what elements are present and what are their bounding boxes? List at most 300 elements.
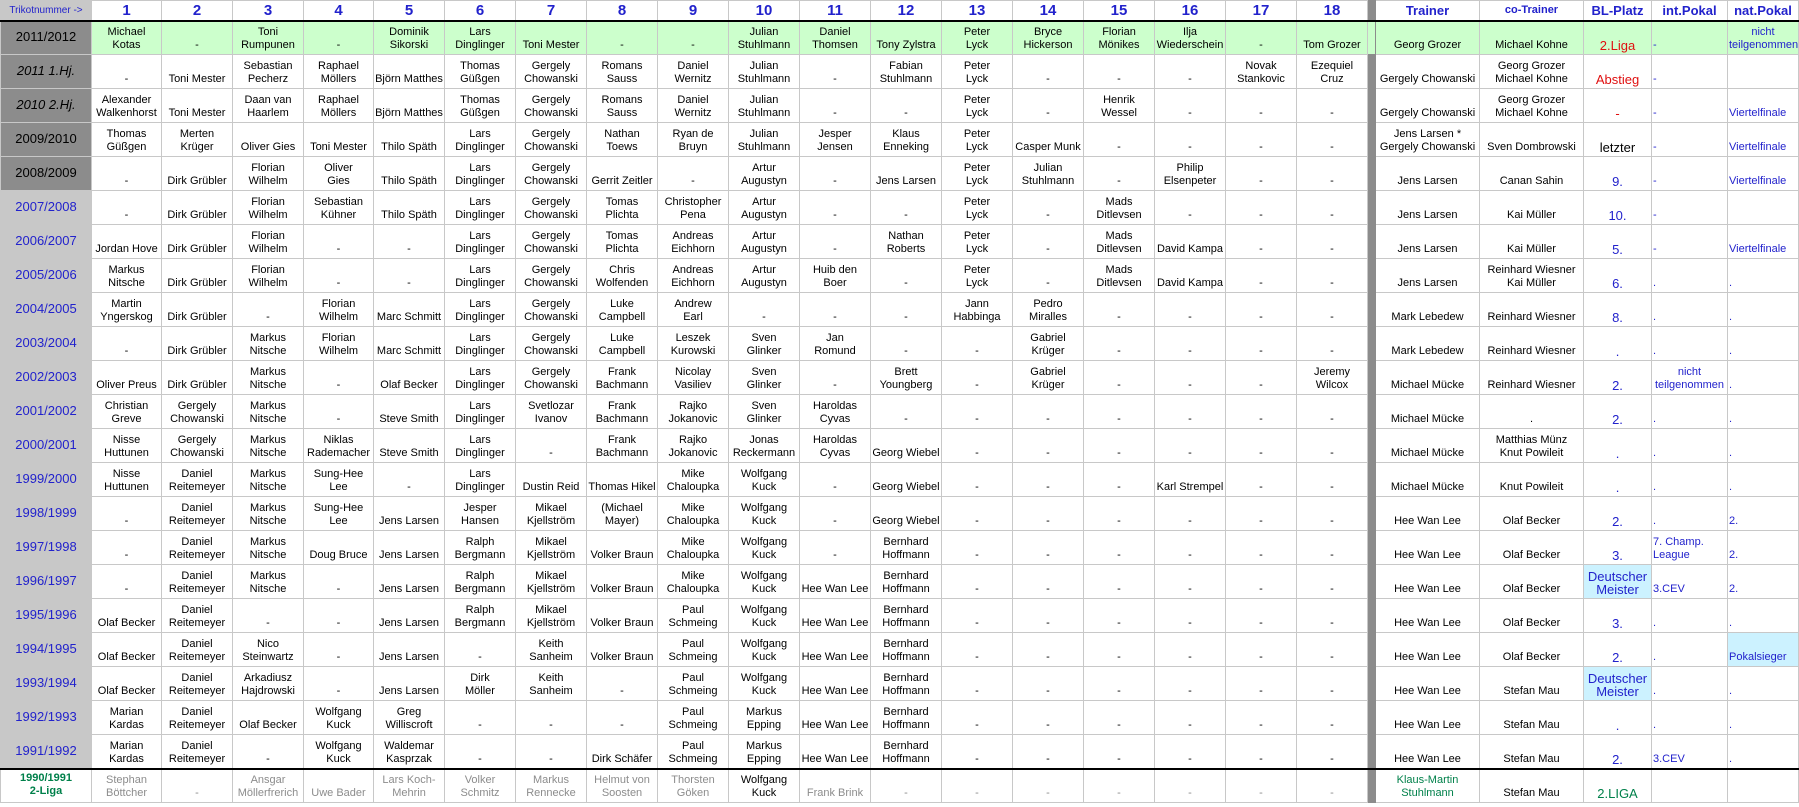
player-cell: Daniel Reitemeyer	[162, 735, 233, 769]
player-cell: -	[1226, 599, 1297, 633]
trainer-cell: Hee Wan Lee	[1376, 701, 1480, 735]
player-cell: Toni Mester	[516, 21, 587, 55]
player-cell: Tom Grozer	[1297, 21, 1368, 55]
player-cell: Markus Rennecke	[516, 769, 587, 803]
player-cell: -	[1013, 565, 1084, 599]
player-cell: Nico Steinwartz	[233, 633, 304, 667]
player-cell: -	[304, 599, 374, 633]
player-cell: -	[374, 463, 445, 497]
int-pokal-cell: -	[1652, 55, 1728, 89]
cotrainer-cell: .	[1480, 395, 1584, 429]
player-cell: -	[800, 225, 871, 259]
trainer-cell: Hee Wan Lee	[1376, 531, 1480, 565]
player-cell: Luke Campbell	[587, 293, 658, 327]
player-cell: Gergely Chowanski	[162, 395, 233, 429]
bl-platz-cell: 2.	[1584, 633, 1652, 667]
player-cell: Peter Lyck	[942, 21, 1013, 55]
player-cell: -	[1297, 599, 1368, 633]
player-cell: -	[1297, 429, 1368, 463]
player-cell: Florian Wilhelm	[233, 225, 304, 259]
trainer-cell: Jens Larsen	[1376, 157, 1480, 191]
player-cell: Casper Munk	[1013, 123, 1084, 157]
bl-platz-cell: 2.	[1584, 735, 1652, 769]
player-cell: -	[1084, 157, 1155, 191]
player-cell: Gabriel Krüger	[1013, 361, 1084, 395]
player-cell: Markus Nitsche	[233, 565, 304, 599]
player-cell: Oliver Preus	[92, 361, 162, 395]
player-cell: Markus Nitsche	[233, 531, 304, 565]
player-cell: Wolfgang Kuck	[729, 667, 800, 701]
int-pokal-cell: -	[1652, 157, 1728, 191]
column-divider	[1368, 55, 1376, 89]
player-cell: Bernhard Hoffmann	[871, 633, 942, 667]
trainer-cell: Michael Mücke	[1376, 463, 1480, 497]
player-cell: Henrik Wessel	[1084, 89, 1155, 123]
player-cell: -	[92, 327, 162, 361]
season-cell: 1992/1993	[1, 701, 92, 735]
player-cell: -	[1226, 735, 1297, 769]
column-divider	[1368, 123, 1376, 157]
player-cell: Daniel Reitemeyer	[162, 633, 233, 667]
season-cell: 2009/2010	[1, 123, 92, 157]
cotrainer-cell: Kai Müller	[1480, 191, 1584, 225]
cotrainer-cell: Reinhard Wiesner	[1480, 361, 1584, 395]
player-cell: -	[1084, 497, 1155, 531]
player-cell: Gergely Chowanski	[516, 191, 587, 225]
bl-platz-cell: 2.LIGA	[1584, 769, 1652, 803]
player-cell: Dirk Grübler	[162, 191, 233, 225]
player-cell: Sung-Hee Lee	[304, 497, 374, 531]
player-cell: -	[1297, 225, 1368, 259]
player-cell: Romans Sauss	[587, 89, 658, 123]
player-cell: Lars Dinglinger	[445, 361, 516, 395]
int-pokal-cell: .	[1652, 395, 1728, 429]
bl-platz-cell: -	[1584, 89, 1652, 123]
cotrainer-cell: Knut Powileit	[1480, 463, 1584, 497]
bl-platz-cell: letzter	[1584, 123, 1652, 157]
bl-platz-cell: 9.	[1584, 157, 1652, 191]
player-cell: -	[1297, 89, 1368, 123]
player-cell: Dirk Grübler	[162, 225, 233, 259]
player-cell: Markus Epping	[729, 735, 800, 769]
bl-platz-cell: Deutscher Meister	[1584, 565, 1652, 599]
player-cell: Jan Romund	[800, 327, 871, 361]
player-cell: Artur Augustyn	[729, 157, 800, 191]
player-cell: Markus Nitsche	[233, 361, 304, 395]
player-cell: -	[942, 599, 1013, 633]
trainer-cell: Jens Larsen	[1376, 225, 1480, 259]
table-row	[1, 497, 1799, 531]
player-cell: Wolfgang Kuck	[729, 599, 800, 633]
player-cell: -	[516, 735, 587, 769]
cotrainer-cell: Georg Grozer Michael Kohne	[1480, 89, 1584, 123]
player-cell: Haroldas Cyvas	[800, 395, 871, 429]
cotrainer-cell: Kai Müller	[1480, 225, 1584, 259]
player-cell: Nisse Huttunen	[92, 463, 162, 497]
trainer-cell: Hee Wan Lee	[1376, 667, 1480, 701]
player-cell: Paul Schmeing	[658, 633, 729, 667]
player-cell: -	[1226, 395, 1297, 429]
column-divider	[1368, 89, 1376, 123]
season-cell: 1998/1999	[1, 497, 92, 531]
player-cell: Paul Schmeing	[658, 701, 729, 735]
player-cell: Jens Larsen	[871, 157, 942, 191]
player-cell: Andrew Earl	[658, 293, 729, 327]
player-cell: -	[1013, 667, 1084, 701]
player-cell: Julian Stuhlmann	[729, 123, 800, 157]
player-cell: -	[304, 225, 374, 259]
player-cell: Daniel Reitemeyer	[162, 565, 233, 599]
player-cell: Gergely Chowanski	[516, 55, 587, 89]
player-cell: Uwe Bader	[304, 769, 374, 803]
player-cell: Peter Lyck	[942, 225, 1013, 259]
player-cell: -	[1226, 89, 1297, 123]
player-cell: Volker Braun	[587, 531, 658, 565]
player-cell: Ilja Wiederschein	[1155, 21, 1226, 55]
player-cell: Gergely Chowanski	[516, 225, 587, 259]
table-row	[1, 191, 1799, 225]
player-cell: Daniel Reitemeyer	[162, 667, 233, 701]
player-cell: -	[800, 55, 871, 89]
player-cell: -	[1226, 531, 1297, 565]
header-row	[1, 1, 1799, 21]
nat-pokal-cell: .	[1728, 259, 1799, 293]
player-cell: -	[233, 599, 304, 633]
player-cell: Mikael Kjellström	[516, 565, 587, 599]
player-cell: -	[587, 21, 658, 55]
column-divider	[1368, 667, 1376, 701]
player-cell: -	[1155, 429, 1226, 463]
player-cell: -	[942, 361, 1013, 395]
player-cell: -	[1155, 123, 1226, 157]
trainer-cell: Hee Wan Lee	[1376, 497, 1480, 531]
player-cell: Rajko Jokanovic	[658, 395, 729, 429]
player-cell: -	[516, 429, 587, 463]
player-cell: Mads Ditlevsen	[1084, 191, 1155, 225]
player-cell: Hee Wan Lee	[800, 565, 871, 599]
player-cell: Merten Krüger	[162, 123, 233, 157]
player-cell: Lars Dinglinger	[445, 395, 516, 429]
player-cell: -	[1226, 293, 1297, 327]
player-cell: Tomas Plichta	[587, 225, 658, 259]
player-cell: -	[162, 769, 233, 803]
player-cell: Ansgar Möllerfrerich	[233, 769, 304, 803]
cotrainer-cell: Reinhard Wiesner	[1480, 293, 1584, 327]
player-cell: -	[92, 157, 162, 191]
player-cell: -	[1297, 463, 1368, 497]
player-cell: Keith Sanheim	[516, 633, 587, 667]
nat-pokal-cell: 2.	[1728, 565, 1799, 599]
player-cell: Thomas Güßgen	[92, 123, 162, 157]
player-cell: Peter Lyck	[942, 259, 1013, 293]
player-cell: Jens Larsen	[374, 667, 445, 701]
player-cell: -	[1013, 599, 1084, 633]
player-cell: -	[942, 735, 1013, 769]
player-cell: Oliver Gies	[304, 157, 374, 191]
player-cell: -	[1084, 327, 1155, 361]
player-cell: Helmut von Soosten	[587, 769, 658, 803]
player-cell: Karl Strempel	[1155, 463, 1226, 497]
cotrainer-cell: Stefan Mau	[1480, 735, 1584, 769]
season-cell: 1990/1991 2-Liga	[1, 769, 92, 803]
column-divider	[1368, 259, 1376, 293]
int-pokal-cell: 3.CEV	[1652, 565, 1728, 599]
player-cell: Bernhard Hoffmann	[871, 565, 942, 599]
player-cell: Mikael Kjellström	[516, 497, 587, 531]
trainer-cell: Jens Larsen	[1376, 259, 1480, 293]
player-cell: -	[1013, 429, 1084, 463]
player-cell: Haroldas Cyvas	[800, 429, 871, 463]
bl-platz-cell: .	[1584, 463, 1652, 497]
player-cell: -	[1084, 361, 1155, 395]
player-cell: Volker Braun	[587, 565, 658, 599]
player-cell: -	[942, 395, 1013, 429]
nat-pokal-cell: .	[1728, 463, 1799, 497]
table-row	[1, 429, 1799, 463]
player-cell: Bernhard Hoffmann	[871, 599, 942, 633]
player-cell: Huib den Boer	[800, 259, 871, 293]
player-cell: Gergely Chowanski	[516, 293, 587, 327]
player-cell: -	[1013, 497, 1084, 531]
trainer-cell: Mark Lebedew	[1376, 293, 1480, 327]
player-cell: Paul Schmeing	[658, 667, 729, 701]
player-cell: Klaus Enneking	[871, 123, 942, 157]
trainer-cell: Michael Mücke	[1376, 395, 1480, 429]
player-cell: -	[1155, 293, 1226, 327]
player-cell: Georg Wiebel	[871, 429, 942, 463]
player-cell: Daniel Wernitz	[658, 55, 729, 89]
player-cell: Dirk Grübler	[162, 361, 233, 395]
player-cell: -	[1155, 191, 1226, 225]
player-cell: Frank Bachmann	[587, 395, 658, 429]
player-cell: Thilo Späth	[374, 157, 445, 191]
player-cell: David Kampa	[1155, 225, 1226, 259]
int-pokal-cell: -	[1652, 123, 1728, 157]
player-cell: Frank Bachmann	[587, 361, 658, 395]
player-cell: Ralph Bergmann	[445, 599, 516, 633]
player-cell: Jens Larsen	[374, 565, 445, 599]
player-cell: -	[871, 769, 942, 803]
header-int-pokal: int.Pokal	[1652, 1, 1728, 21]
trainer-cell: Michael Mücke	[1376, 429, 1480, 463]
player-cell: -	[1226, 327, 1297, 361]
player-cell: Volker Schmitz	[445, 769, 516, 803]
season-cell: 2007/2008	[1, 191, 92, 225]
player-cell: -	[1084, 531, 1155, 565]
player-cell: Dirk Grübler	[162, 293, 233, 327]
player-cell: Marc Schmitt	[374, 327, 445, 361]
column-divider	[1368, 531, 1376, 565]
player-cell: Peter Lyck	[942, 157, 1013, 191]
player-cell: Mads Ditlevsen	[1084, 259, 1155, 293]
season-cell: 2003/2004	[1, 327, 92, 361]
player-cell: Wolfgang Kuck	[304, 701, 374, 735]
player-cell: -	[1226, 123, 1297, 157]
bl-platz-cell: .	[1584, 327, 1652, 361]
player-cell: Lars Dinglinger	[445, 327, 516, 361]
player-cell: -	[942, 429, 1013, 463]
season-cell: 1997/1998	[1, 531, 92, 565]
header-number-6: 6	[445, 1, 516, 21]
season-cell: 2004/2005	[1, 293, 92, 327]
player-cell: Markus Nitsche	[233, 497, 304, 531]
int-pokal-cell: .	[1652, 633, 1728, 667]
season-cell: 1994/1995	[1, 633, 92, 667]
bl-platz-cell: 2.	[1584, 395, 1652, 429]
player-cell: -	[871, 293, 942, 327]
player-cell: -	[942, 667, 1013, 701]
player-cell: Florian Wilhelm	[233, 191, 304, 225]
player-cell: Olaf Becker	[92, 599, 162, 633]
bl-platz-cell: 2.	[1584, 497, 1652, 531]
nat-pokal-cell: Viertelfinale	[1728, 157, 1799, 191]
player-cell: Björn Matthes	[374, 89, 445, 123]
bl-platz-cell: .	[1584, 701, 1652, 735]
player-cell: -	[445, 735, 516, 769]
column-divider	[1368, 463, 1376, 497]
table-row	[1, 157, 1799, 191]
player-cell: Daniel Reitemeyer	[162, 463, 233, 497]
header-number-18: 18	[1297, 1, 1368, 21]
player-cell: Wolfgang Kuck	[729, 531, 800, 565]
player-cell: Hee Wan Lee	[800, 735, 871, 769]
int-pokal-cell: -	[1652, 89, 1728, 123]
player-cell: -	[658, 157, 729, 191]
header-number-13: 13	[942, 1, 1013, 21]
player-cell: -	[233, 293, 304, 327]
player-cell: Jens Larsen	[374, 633, 445, 667]
bl-platz-cell: 2.Liga	[1584, 21, 1652, 55]
player-cell: -	[304, 667, 374, 701]
player-cell: -	[1226, 225, 1297, 259]
player-cell: -	[1084, 55, 1155, 89]
player-cell: -	[1084, 633, 1155, 667]
header-number-11: 11	[800, 1, 871, 21]
player-cell: -	[92, 191, 162, 225]
column-divider	[1368, 497, 1376, 531]
column-divider	[1368, 191, 1376, 225]
table-row	[1, 735, 1799, 769]
cotrainer-cell: Olaf Becker	[1480, 531, 1584, 565]
trainer-cell: Hee Wan Lee	[1376, 735, 1480, 769]
player-cell: -	[942, 531, 1013, 565]
player-cell: Hee Wan Lee	[800, 633, 871, 667]
player-cell: Jeremy Wilcox	[1297, 361, 1368, 395]
player-cell: Ralph Bergmann	[445, 565, 516, 599]
season-cell: 2011 1.Hj.	[1, 55, 92, 89]
header-number-2: 2	[162, 1, 233, 21]
player-cell: -	[1013, 89, 1084, 123]
player-cell: Lars Dinglinger	[445, 123, 516, 157]
header-nat-pokal: nat.Pokal	[1728, 1, 1799, 21]
player-cell: -	[1226, 701, 1297, 735]
player-cell: Jesper Jensen	[800, 123, 871, 157]
table-row	[1, 599, 1799, 633]
column-divider	[1368, 327, 1376, 361]
nat-pokal-cell: .	[1728, 667, 1799, 701]
player-cell: Marian Kardas	[92, 701, 162, 735]
player-cell: Thomas Güßgen	[445, 89, 516, 123]
bl-platz-cell: 3.	[1584, 599, 1652, 633]
table-row	[1, 565, 1799, 599]
player-cell: -	[1226, 429, 1297, 463]
player-cell: -	[942, 463, 1013, 497]
player-cell: -	[1226, 463, 1297, 497]
player-cell: -	[1297, 769, 1368, 803]
player-cell: Florian Mönikes	[1084, 21, 1155, 55]
player-cell: Rajko Jokanovic	[658, 429, 729, 463]
player-cell: Tony Zylstra	[871, 21, 942, 55]
player-cell: -	[445, 701, 516, 735]
player-cell: Jonas Reckermann	[729, 429, 800, 463]
player-cell: Niklas Rademacher	[304, 429, 374, 463]
player-cell: Mads Ditlevsen	[1084, 225, 1155, 259]
int-pokal-cell: 3.CEV	[1652, 735, 1728, 769]
player-cell: Ezequiel Cruz	[1297, 55, 1368, 89]
player-cell: -	[1155, 633, 1226, 667]
player-cell: Peter Lyck	[942, 123, 1013, 157]
player-cell: -	[1226, 633, 1297, 667]
player-cell: -	[1297, 123, 1368, 157]
season-cell: 1995/1996	[1, 599, 92, 633]
player-cell: -	[1226, 667, 1297, 701]
player-cell: -	[304, 395, 374, 429]
column-divider	[1368, 21, 1376, 55]
bl-platz-cell: 3.	[1584, 531, 1652, 565]
player-cell: Pedro Miralles	[1013, 293, 1084, 327]
int-pokal-cell: .	[1652, 701, 1728, 735]
player-cell: Jens Larsen	[374, 599, 445, 633]
player-cell: Thilo Späth	[374, 191, 445, 225]
player-cell: Hee Wan Lee	[800, 667, 871, 701]
header-number-17: 17	[1226, 1, 1297, 21]
player-cell: -	[1155, 667, 1226, 701]
player-cell: -	[1084, 123, 1155, 157]
player-cell: Lars Dinglinger	[445, 225, 516, 259]
player-cell: Andreas Eichhorn	[658, 259, 729, 293]
player-cell: -	[1013, 769, 1084, 803]
player-cell: -	[871, 259, 942, 293]
player-cell: -	[1155, 89, 1226, 123]
trainer-cell: Georg Grozer	[1376, 21, 1480, 55]
player-cell: Sven Glinker	[729, 361, 800, 395]
table-row	[1, 89, 1799, 123]
nat-pokal-cell: .	[1728, 395, 1799, 429]
nat-pokal-cell: nicht teilgenommen	[1728, 21, 1799, 55]
season-cell: 2006/2007	[1, 225, 92, 259]
player-cell: Thomas Hikel	[587, 463, 658, 497]
trainer-cell: Hee Wan Lee	[1376, 599, 1480, 633]
trainer-cell: Michael Mücke	[1376, 361, 1480, 395]
header-number-15: 15	[1084, 1, 1155, 21]
player-cell: Dirk Schäfer	[587, 735, 658, 769]
player-cell: -	[1226, 497, 1297, 531]
player-cell: -	[1297, 395, 1368, 429]
player-cell: Mikael Kjellström	[516, 531, 587, 565]
player-cell: Peter Lyck	[942, 191, 1013, 225]
int-pokal-cell: .	[1652, 327, 1728, 361]
player-cell: Gergely Chowanski	[516, 157, 587, 191]
player-cell: Mike Chaloupka	[658, 497, 729, 531]
player-cell: Volker Braun	[587, 633, 658, 667]
player-cell: -	[92, 497, 162, 531]
player-cell: Toni Mester	[162, 89, 233, 123]
player-cell: Svetlozar Ivanov	[516, 395, 587, 429]
nat-pokal-cell: .	[1728, 293, 1799, 327]
player-cell: Jesper Hansen	[445, 497, 516, 531]
player-cell: Dirk Grübler	[162, 259, 233, 293]
int-pokal-cell: .	[1652, 293, 1728, 327]
